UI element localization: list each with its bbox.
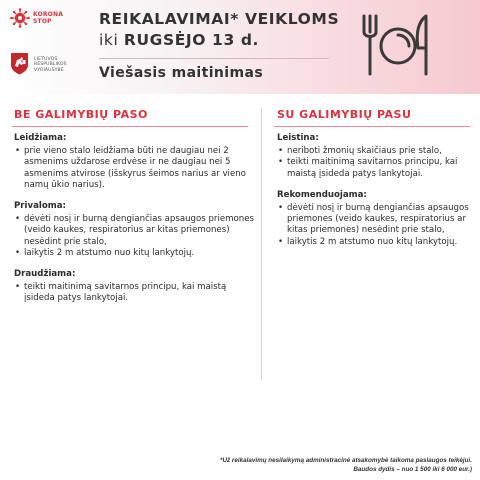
right-column-heading: SU GALIMYBIŲ PASU <box>277 108 412 121</box>
list-item: • laikytis 2 m atstumo nuo kitų lankytojų. <box>14 248 256 259</box>
left-column <box>14 133 256 315</box>
footnote-line-2: Baudos dydis – nuo 1 500 iki 6 000 eur.) <box>353 466 472 473</box>
left-heading-rule <box>12 126 248 127</box>
list-item: • prie vieno stalo leidžiama būti ne daugiau nei 2 asmenims uždarose erdvėse ir ne daugiau nei 5 asmenims atvirose (išskyrus šeimos narius ar vieno namų ūkio narius). <box>14 146 256 191</box>
korona-logo-text: KORONA STOP <box>33 11 64 25</box>
left-column-heading: BE GALIMYBIŲ PASO <box>14 108 148 121</box>
section-title: Draudžiama: <box>14 269 76 280</box>
section-title: Leidžiama: <box>14 133 67 143</box>
list-item: • dėvėti nosį ir burną dengiančias apsaugos priemones (veido kaukes, respiratorius ar kitas priemones) nesėdint prie stalo, <box>277 203 471 237</box>
title-line-1: REIKALAVIMAI* VEIKLOMS <box>99 10 340 28</box>
list-item: • neriboti žmonių skaičiaus prie stalo, <box>277 146 471 157</box>
section-title: Rekomenduojama: <box>277 189 367 200</box>
list-item: • laikytis 2 m atstumo nuo kitų lankytojų. <box>277 237 471 248</box>
government-logo-text: LIETUVOS RESPUBLIKOS VYRIAUSYBĖ <box>34 57 67 73</box>
allowed-section <box>14 133 256 191</box>
title-divider <box>99 58 329 59</box>
header-banner <box>0 0 480 94</box>
page-title <box>99 10 339 49</box>
right-heading-rule <box>274 126 470 127</box>
footnote-line-1: *Už reikalavimų nesilaikymą administracinė atsakomybė taikoma paslaugos teikėjui. <box>220 457 472 464</box>
required-section <box>14 201 256 259</box>
plate-cutlery-icon <box>360 12 432 78</box>
list-item: • teikti maitinimą savitarnos principu, kai maistą įsideda patys lankytojai. <box>14 282 256 304</box>
permitted-section <box>277 133 471 180</box>
government-logo <box>10 52 100 78</box>
coat-of-arms-icon <box>10 52 29 75</box>
virus-icon <box>10 8 30 28</box>
recommended-section <box>277 190 471 248</box>
korona-stop-logo <box>10 6 74 34</box>
right-column <box>277 133 471 258</box>
list-item: • teikti maitinimą savitarnos principu, kai maistą įsideda patys lankytojai. <box>277 157 471 179</box>
forbidden-section <box>14 269 256 305</box>
list-item: • dėvėti nosį ir burną dengiančias apsaugos priemones (veido kaukes, respiratorius ar kitas priemones) nesėdint prie stalo, <box>14 214 256 248</box>
page-subtitle: Viešasis maitinimas <box>99 65 264 81</box>
section-title: Leistina: <box>277 133 319 143</box>
column-divider <box>261 108 262 380</box>
section-title: Privaloma: <box>14 201 66 212</box>
title-line-2: iki RUGSĖJO 13 d. <box>99 31 260 49</box>
footnote <box>220 456 472 474</box>
